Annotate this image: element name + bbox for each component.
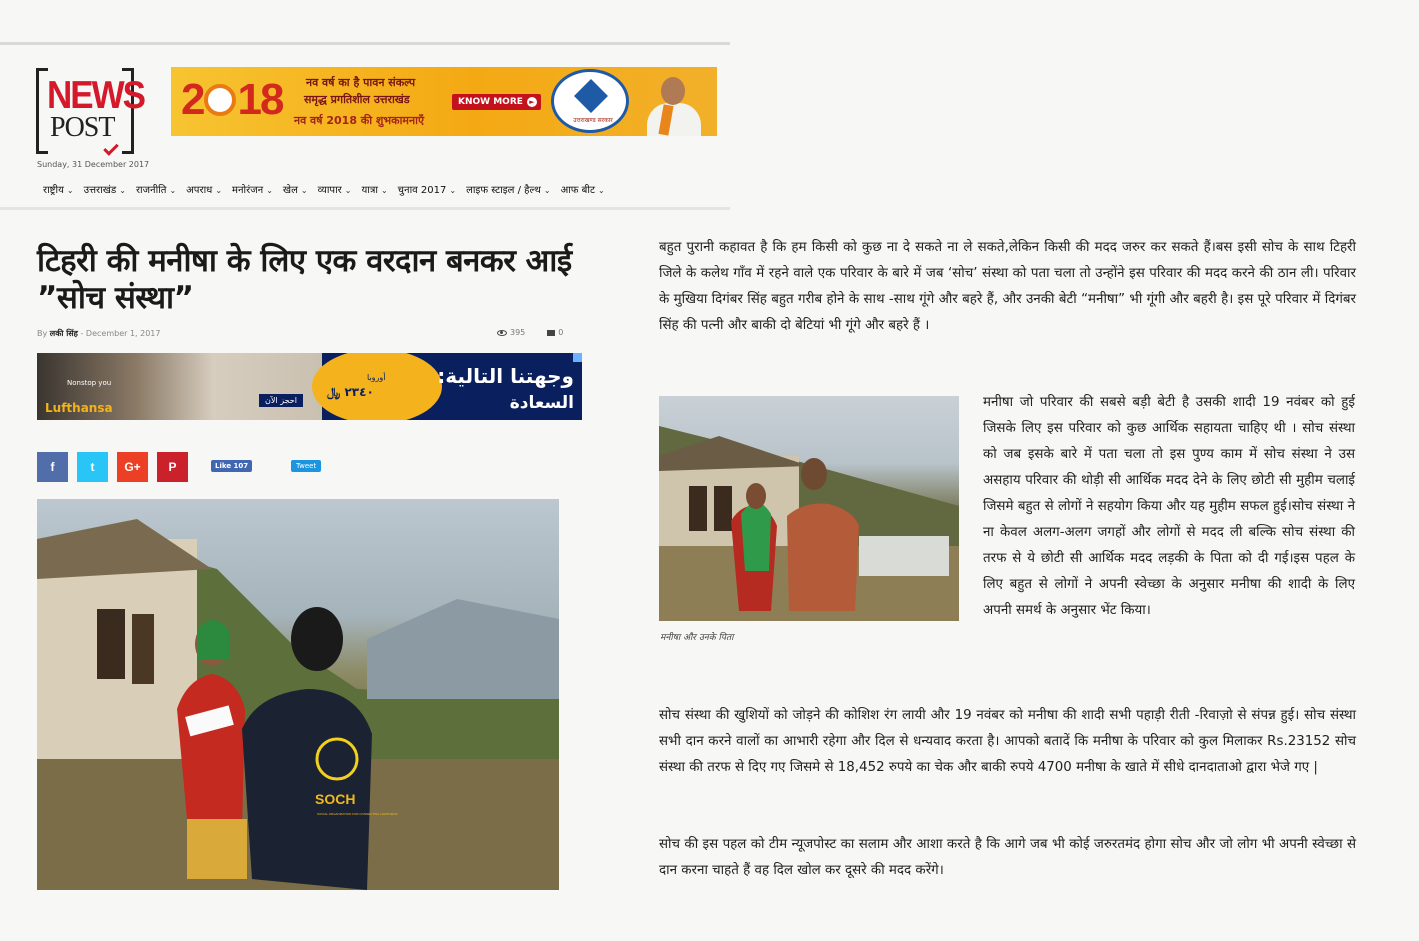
chevron-down-icon: ⌄ xyxy=(300,186,308,195)
facebook-share-button[interactable] xyxy=(37,452,68,482)
pinterest-icon: P xyxy=(168,460,177,474)
chevron-down-icon: ⌄ xyxy=(449,186,457,195)
article-paragraph-1: बहुत पुरानी कहावत है कि हम किसी को कुछ ना दे सकते ना ले सकते,लेकिन किसी की मदद जरुर कर सकते हैं।बस इसी सोच के साथ टिहरी जिले के कलेथ गाँव में रहने वाले एक परिवार के बारे में जब ‘सोच’ संस्था को पता चला तो उन्होंने इस परिवार की मदद करने की ठान ली। परिवार के मुखिया दिगंबर सिंह बहुत गरीब होने के साथ -साथ गूंगे और बहरे हैं, और उनकी बेटी “मनीषा” भी गूंगी और बहरी है। इस पूरे परिवार में दिगंबर सिंह की पत्नी और बाकी दो बेटियां भी गूंगे और बहरे हैं । xyxy=(659,240,1356,333)
nav-item-lifestyle[interactable]: लाइफ स्टाइल / हैल्थ ⌄ xyxy=(466,185,551,196)
comment-icon[interactable] xyxy=(547,330,555,336)
byline-separator: - xyxy=(80,329,86,338)
article-date: December 1, 2017 xyxy=(85,329,161,338)
nav-item-khel[interactable]: खेल ⌄ xyxy=(282,185,308,196)
logo-news-text: NEWS xyxy=(47,74,144,117)
top-rule xyxy=(0,42,730,45)
chevron-down-icon: ⌄ xyxy=(215,186,223,195)
nav-item-yatra[interactable]: यात्रा ⌄ xyxy=(361,185,388,196)
byline xyxy=(37,328,160,339)
googleplus-icon: G+ xyxy=(124,460,141,474)
inline-photo-scene xyxy=(659,396,959,621)
lufthansa-ad[interactable] xyxy=(37,353,582,420)
twitter-share-button[interactable] xyxy=(77,452,108,482)
main-nav xyxy=(43,182,615,196)
nav-item-chunav[interactable]: चुनाव 2017 ⌄ xyxy=(397,185,457,196)
article-main-photo xyxy=(37,499,559,890)
shirt-logo: SOCH xyxy=(315,791,356,807)
eye-icon xyxy=(497,330,507,336)
nav-item-rashtriya[interactable]: राष्ट्रीय ⌄ xyxy=(43,185,74,196)
seal-text: उत्तराखण्ड सरकार xyxy=(573,117,613,124)
know-more-button[interactable]: KNOW MORE ► xyxy=(452,94,541,110)
photo-scene xyxy=(37,499,559,890)
article-inline-photo xyxy=(659,396,959,621)
view-count: 395 xyxy=(510,328,526,337)
ad-brand: Lufthansa xyxy=(45,401,113,415)
nav-item-uttarakhand[interactable]: उत्तराखंड ⌄ xyxy=(83,185,126,196)
banner-portrait xyxy=(641,71,707,136)
share-bar xyxy=(37,452,197,482)
author-link[interactable]: लकी सिंह xyxy=(49,329,78,338)
arrow-right-icon: ► xyxy=(527,97,537,107)
ad-book-button[interactable]: احجز الآن xyxy=(259,394,303,407)
nav-item-apradh[interactable]: अपराध ⌄ xyxy=(186,185,223,196)
chevron-down-icon: ⌄ xyxy=(543,186,551,195)
ad-headline: وجهتنا التالية: xyxy=(437,364,574,388)
chevron-down-icon: ⌄ xyxy=(119,186,126,195)
chevron-down-icon: ⌄ xyxy=(66,186,74,195)
banner-year: 2 18 xyxy=(181,75,283,124)
chevron-down-icon: ⌄ xyxy=(266,186,273,195)
nav-item-rajniti[interactable]: राजनीति ⌄ xyxy=(135,185,177,196)
chevron-down-icon: ⌄ xyxy=(344,186,352,195)
article-paragraph-3: सोच संस्था की खुशियों को जोड़ने की कोशिश रंग लायी और 19 नवंबर को मनीषा की शादी सभी पहाड़ी रीती -रिवाज़ो से संपन्न हुई। सोच संस्था सभी दान करने वालों का आभारी रहेगा और दिल से धन्यवाद करता है। आपको बतादें कि मनीषा के परिवार को कुल मिलाकर Rs.23152 सोच संस्था की तरफ से दिए गए जिसमे से 18,452 रुपये का चेक और बाकी रुपये 4700 मनीषा के खाते में सीधे दानदाताओ द्वारा भेजे गए | xyxy=(659,708,1356,775)
shirt-subtext: SOCIAL ORGANIZATION FOR CONNECTING HAPPINESS xyxy=(317,812,398,816)
nav-item-offbeat[interactable]: आफ बीट ⌄ xyxy=(560,185,605,196)
article-paragraph-4: सोच की इस पहल को टीम न्यूजपोस्ट का सलाम और आशा करते है कि आगे जब भी कोई जरुरतमंद होगा सोच और जो लोग भी अपनी स्वेच्छा से दान करना चाहते हैं वह दिल खोल कर दूसरे की मदद करेंगे। xyxy=(659,837,1356,878)
photo-caption: मनीषा और उनके पिता xyxy=(660,633,734,643)
comment-count[interactable]: 0 xyxy=(558,328,564,337)
seal-emblem-icon xyxy=(574,79,608,113)
header-banner-ad[interactable] xyxy=(171,67,717,136)
banner-year-zero-ring xyxy=(204,84,236,116)
banner-line-2: समृद्ध प्रगतिशील उत्तराखंड xyxy=(304,93,410,106)
facebook-icon: f xyxy=(50,460,55,474)
current-date: Sunday, 31 December 2017 xyxy=(37,160,150,169)
logo-post-text: POST xyxy=(50,112,115,143)
article-paragraph-2: मनीषा जो परिवार की सबसे बड़ी बेटी है उसकी शादी 19 नवंबर को हुई जिसके लिए इस परिवार को कुछ आर्थिक सहायता चाहिए थी । सोच संस्था को जब इसके बारे में पता चला तो इस पुण्य काम में सोच संस्था ने उस असहाय परिवार की थोड़ी सी आर्थिक मदद देने के लिए छोटी सी मुहीम चलाई जिसमे बहुत से लोगों ने सहयोग किया और यह मुहीम सफल हुई।सोच संस्था ने ना केवल अलग-अलग जगहों और लोगों से मदद ली बल्कि सोच संस्था की तरफ से ये छोटी सी आर्थिक मदद लड़की के पिता को दी गई।इस पहल के लिए बहुत से लोगों ने अपनी स्वेच्छा के अनुसार मनीषा की शादी के लिए अपनी समर्थ के अनुसार भेंट किया। xyxy=(983,395,1355,618)
nav-item-vyapar[interactable]: व्यापार ⌄ xyxy=(317,185,352,196)
chevron-down-icon: ⌄ xyxy=(380,186,388,195)
banner-line-1: नव वर्ष का है पावन संकल्प xyxy=(306,76,416,89)
government-seal xyxy=(551,69,629,133)
nav-item-manoranjan[interactable]: मनोरंजन ⌄ xyxy=(232,185,273,196)
chevron-down-icon: ⌄ xyxy=(169,186,177,195)
facebook-like-button[interactable]: Like 107 xyxy=(211,460,252,472)
article-stats xyxy=(497,328,563,337)
ad-fare-label: أوروبا xyxy=(367,373,386,382)
article-title: टिहरी की मनीषा के लिए एक वरदान बनकर आई ”सोच संस्था” xyxy=(37,243,572,316)
pinterest-share-button[interactable] xyxy=(157,452,188,482)
header-divider xyxy=(0,207,730,210)
banner-line-3: नव वर्ष 2018 की शुभकामनाएँ xyxy=(294,114,425,127)
googleplus-share-button[interactable] xyxy=(117,452,148,482)
adchoices-icon[interactable] xyxy=(573,353,582,362)
site-logo[interactable] xyxy=(36,68,144,154)
tweet-button[interactable]: Tweet xyxy=(291,460,321,472)
ad-fare: ٢٣٤٠ ﷼ xyxy=(327,385,374,399)
ad-subheadline: السعادة xyxy=(509,393,574,413)
ad-tagline: Nonstop you xyxy=(67,379,112,387)
chevron-down-icon: ⌄ xyxy=(598,186,605,195)
byline-prefix: By xyxy=(37,329,48,338)
twitter-icon: t xyxy=(90,460,95,474)
